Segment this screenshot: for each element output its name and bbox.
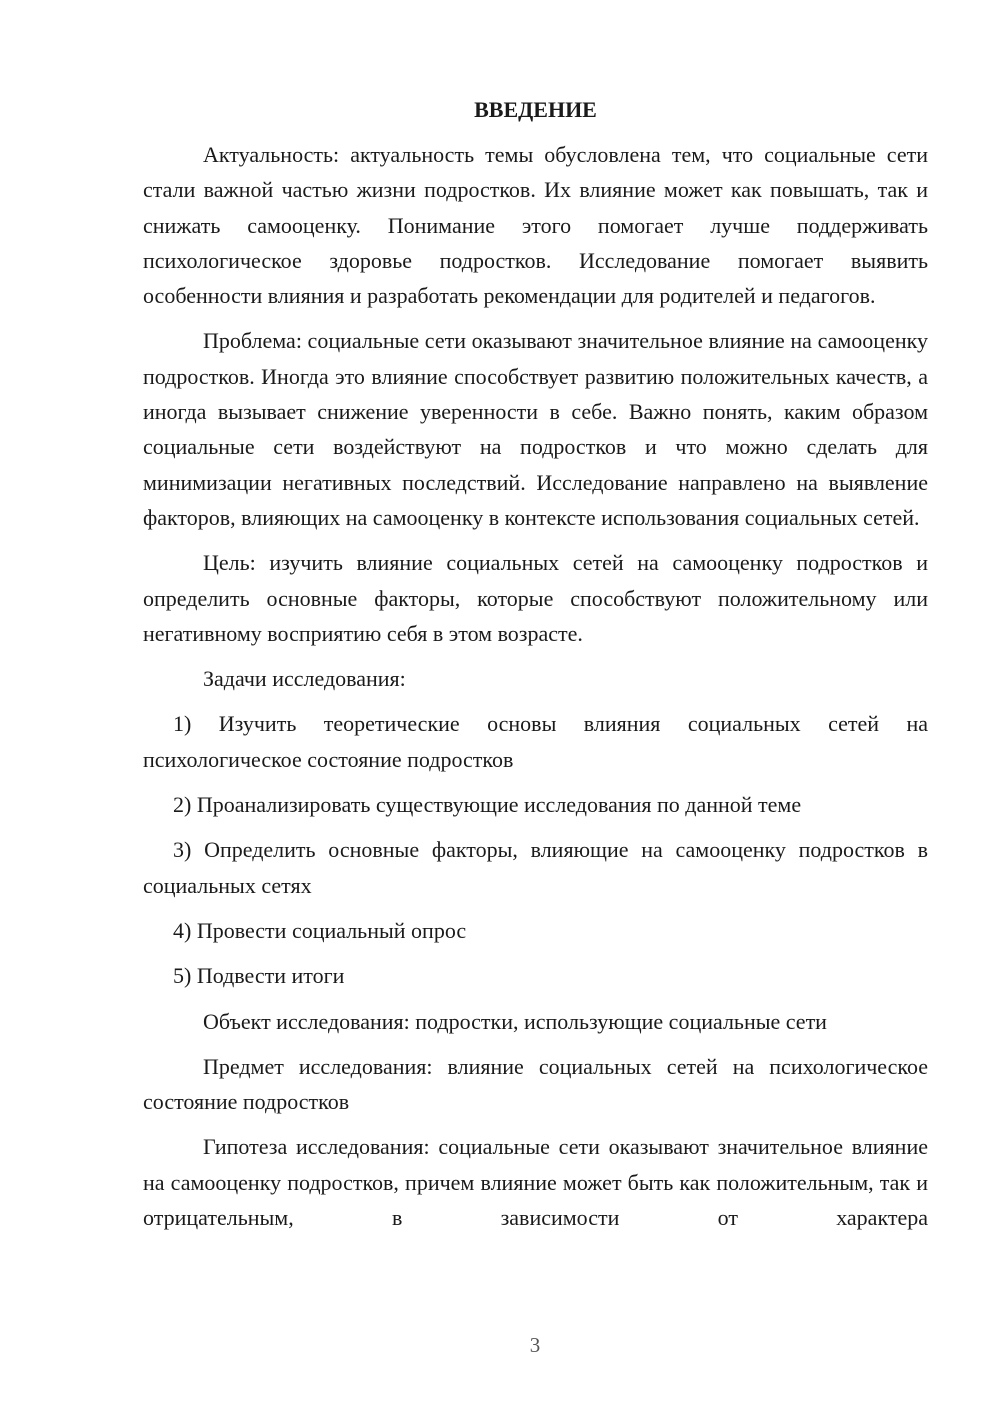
paragraph-tasks-heading: Задачи исследования:: [203, 666, 406, 692]
task-item: 5) Подвести итоги: [173, 963, 345, 989]
page-number: 3: [529, 1333, 541, 1357]
task-item: 4) Провести социальный опрос: [173, 917, 467, 943]
paragraph-relevance: Актуальность: актуальность темы обусловлена тем, что социальные сети стали важной частью жизни подростков. Их влияние может как повышать, так и снижать самооценку. Понимание этого помогает лучше поддерживать психологическое здоровье подростков. Исследование помогает выявить особенности влияния и разработать рекомендации для родителей и педагогов.: [143, 142, 928, 309]
paragraph-hypothesis: Гипотеза исследования: социальные сети оказывают значительное влияние на самооценку подростков, причем влияние может быть как положительным, так и отрицательным, в зависимости от характера: [143, 1134, 928, 1231]
paragraph-goal: Цель: изучить влияние социальных сетей на самооценку подростков и определить основные факторы, которые способствуют положительному или негативному восприятию себя в этом возрасте.: [143, 550, 928, 646]
document-title: ВВЕДЕНИЕ: [474, 97, 597, 122]
document-page: [143, 95, 928, 1245]
paragraph-object: Объект исследования: подростки, использующие социальные сети: [203, 1008, 827, 1034]
task-item: 1) Изучить теоретические основы влияния социальных сетей на психологическое состояние подростков: [143, 711, 928, 772]
task-item: 2) Проанализировать существующие исследования по данной теме: [173, 792, 802, 818]
paragraph-subject: Предмет исследования: влияние социальных сетей на психологическое состояние подростков: [143, 1053, 928, 1115]
task-item: 3) Определить основные факторы, влияющие на самооценку подростков в социальных сетях: [143, 837, 928, 898]
paragraph-problem: Проблема: социальные сети оказывают значительное влияние на самооценку подростков. Иногда это влияние способствует развитию положительных качеств, а иногда вызывает снижение уверенности в себе. Важно понять, каким образом социальные сети воздействуют на подростков и что можно сделать для минимизации негативных последствий. Исследование направлено на выявление факторов, влияющих на самооценку в контексте использования социальных сетей.: [143, 328, 928, 530]
